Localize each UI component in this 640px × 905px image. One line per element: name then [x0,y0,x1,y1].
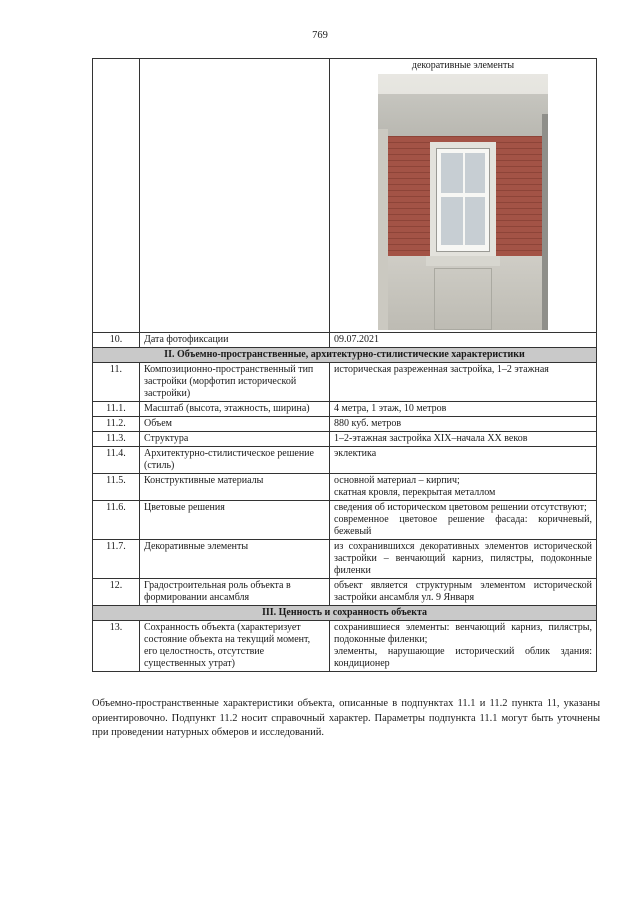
row-value: историческая разреженная застройка, 1–2 этажная [330,363,597,402]
row-number: 11. [93,363,140,402]
row-label: Дата фотофиксации [140,333,330,348]
row-number: 10. [93,333,140,348]
building-facade-photo [378,74,548,330]
section-header-row [93,606,597,621]
photo-row-label-cell [140,59,330,333]
row-label: Конструктивные материалы [140,474,330,501]
table-row [93,333,597,348]
row-value: 09.07.2021 [330,333,597,348]
row-value: 880 куб. метров [330,417,597,432]
row-value: 4 метра, 1 этаж, 10 метров [330,402,597,417]
table-row [93,432,597,447]
table-row [93,579,597,606]
section-title: III. Ценность и сохранность объекта [93,606,597,621]
row-value: 1–2-этажная застройка XIX–начала XX веков [330,432,597,447]
row-number: 13. [93,621,140,672]
value-line: сведения об историческом цветовом решении отсутствуют; [334,502,587,513]
section-header-row [93,348,597,363]
photo-cell [330,59,597,333]
table-row [93,363,597,402]
section-title: II. Объемно-пространственные, архитектурно-стилистические характеристики [93,348,597,363]
value-line: основной материал – кирпич; [334,475,460,486]
row-label: Градостроительная роль объекта в формировании ансамбля [140,579,330,606]
row-label: Объем [140,417,330,432]
value-line: элементы, нарушающие исторический облик здания: кондиционер [334,646,592,669]
photo-caption: декоративные элементы [411,60,515,71]
value-line: скатная кровля, перекрытая металлом [334,487,496,498]
table-row [93,501,597,540]
table-row [93,540,597,579]
row-value [330,474,597,501]
row-label: Композиционно-пространственный тип застройки (морфотип исторической застройки) [140,363,330,402]
value-line: сохранившиеся элементы: венчающий карниз, пилястры, подоконные филенки; [334,622,592,645]
row-number: 11.3. [93,432,140,447]
table-row [93,402,597,417]
row-value: объект является структурным элементом исторической застройки ансамбля ул. 9 Января [330,579,597,606]
row-value: из сохранившихся декоративных элементов исторической застройки – венчающий карниз, пилястры, подоконные филенки [330,540,597,579]
row-label: Масштаб (высота, этажность, ширина) [140,402,330,417]
object-characteristics-table [92,58,597,672]
row-label: Архитектурно-стилистическое решение (стиль) [140,447,330,474]
row-number: 11.6. [93,501,140,540]
row-label: Цветовые решения [140,501,330,540]
photo-row-num-cell [93,59,140,333]
row-number: 11.1. [93,402,140,417]
table-row [93,621,597,672]
table-row [93,474,597,501]
row-label: Сохранность объекта (характеризует состояние объекта на текущий момент, его целостность, отсутствие существенных утрат) [140,621,330,672]
row-value [330,621,597,672]
row-number: 11.7. [93,540,140,579]
table-row [93,447,597,474]
page-number: 769 [312,30,328,41]
row-label: Декоративные элементы [140,540,330,579]
row-value: эклектика [330,447,597,474]
footnote-paragraph: Объемно-пространственные характеристики объекта, описанные в подпунктах 11.1 и 11.2 пункта 11, указаны ориентировочно. Подпункт 11.2 носит справочный характер. Параметры подпункта 11.1 могут быть уточнены при проведении натурных обмеров и исследований. [92,698,600,738]
value-line: современное цветовое решение фасада: коричневый, бежевый [334,514,592,537]
row-number: 11.4. [93,447,140,474]
table-row-photo [93,59,597,333]
table-row [93,417,597,432]
row-number: 11.5. [93,474,140,501]
row-number: 11.2. [93,417,140,432]
row-value [330,501,597,540]
row-number: 12. [93,579,140,606]
row-label: Структура [140,432,330,447]
